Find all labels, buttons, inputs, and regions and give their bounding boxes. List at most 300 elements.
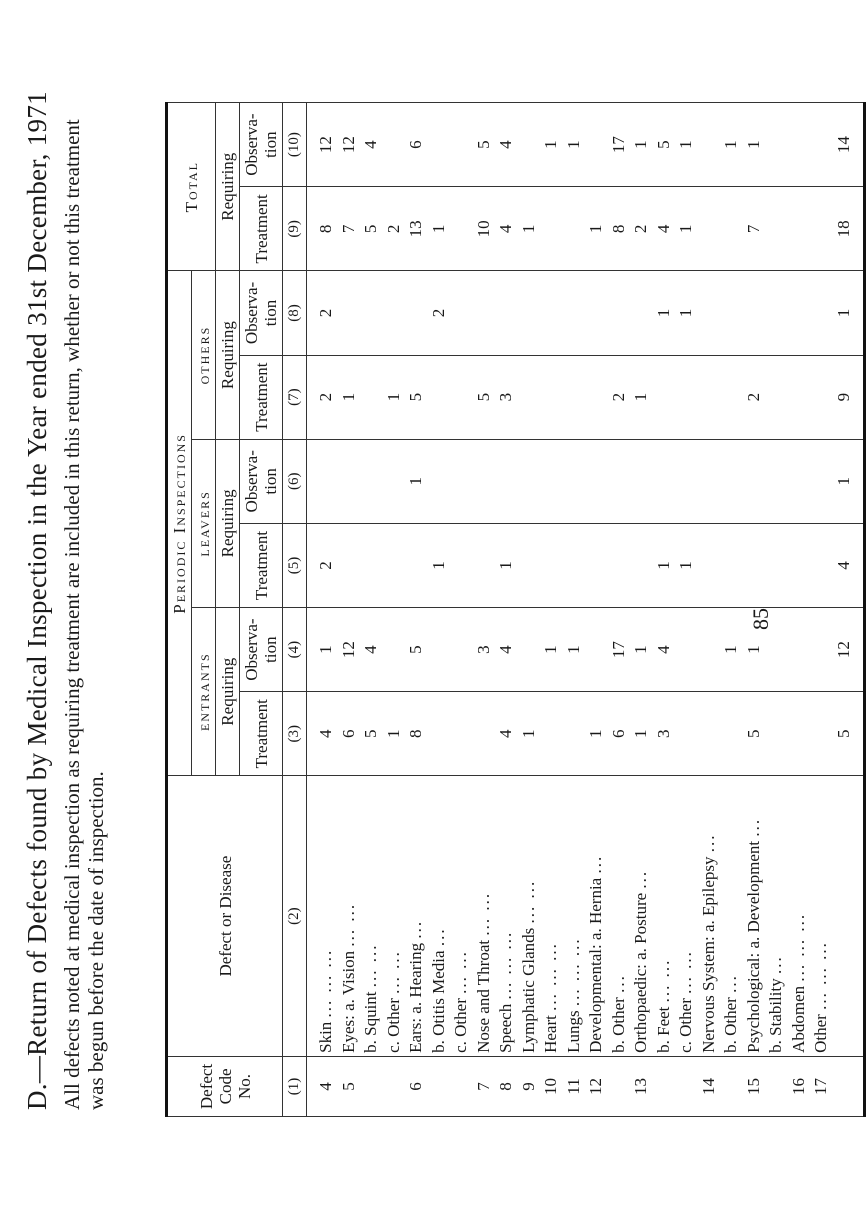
defect-label: c. Other: [451, 998, 471, 1053]
defect-name: [563, 776, 586, 1057]
defect-label: Ears: a. Hearing: [406, 942, 426, 1053]
count-cell: 5: [360, 692, 383, 776]
defect-code: 7: [473, 1056, 496, 1116]
defect-code: [428, 1056, 451, 1116]
count-cell: [765, 355, 788, 439]
count-cell: [518, 523, 541, 607]
count-cell: [720, 692, 743, 776]
count-cell: [585, 271, 608, 355]
count-cell: [788, 608, 811, 692]
count-cell: [810, 103, 833, 187]
defect-code: 9: [518, 1056, 541, 1116]
defect-code: 16: [788, 1056, 811, 1116]
count-cell: [585, 103, 608, 187]
defect-code: 14: [698, 1056, 721, 1116]
count-cell: 5: [743, 692, 766, 776]
table-row: [450, 103, 473, 1117]
count-cell: 7: [743, 187, 766, 271]
count-cell: [428, 103, 451, 187]
leader-dots: ...: [631, 869, 651, 889]
count-cell: [810, 187, 833, 271]
leader-dots: ... ... ...: [788, 912, 808, 982]
header-requiring-entrants: Requiring: [216, 608, 240, 776]
page-number: 85: [748, 608, 773, 630]
table-row: [833, 103, 865, 1117]
leader-dots: ... ...: [676, 950, 696, 994]
table-row: [473, 103, 496, 1117]
table-row: [698, 103, 721, 1117]
defect-name: [405, 776, 428, 1057]
leader-dots: ...: [586, 854, 606, 874]
defect-name: [675, 776, 698, 1057]
count-cell: [585, 523, 608, 607]
count-cell: [338, 523, 361, 607]
count-cell: [518, 608, 541, 692]
count-cell: [698, 271, 721, 355]
count-cell: 4: [495, 608, 518, 692]
count-cell: [720, 523, 743, 607]
count-cell: 5: [360, 187, 383, 271]
count-cell: [383, 103, 406, 187]
defect-code: [720, 1056, 743, 1116]
count-cell: 5: [405, 355, 428, 439]
count-cell: [765, 103, 788, 187]
count-cell: [675, 692, 698, 776]
count-cell: 1: [405, 439, 428, 523]
defect-name: [608, 776, 631, 1057]
leader-dots: ...: [428, 927, 448, 947]
count-cell: 1: [675, 271, 698, 355]
count-cell: [307, 439, 338, 523]
count-cell: 1: [428, 187, 451, 271]
count-cell: 1: [653, 523, 676, 607]
count-cell: [540, 523, 563, 607]
count-cell: 1: [383, 692, 406, 776]
header-treatment: Treatment: [240, 692, 283, 776]
table-row: [563, 103, 586, 1117]
defect-code: 17: [810, 1056, 833, 1116]
count-cell: 1: [653, 271, 676, 355]
column-number: (8): [283, 271, 307, 355]
count-cell: [450, 439, 473, 523]
count-cell: 8: [307, 187, 338, 271]
count-cell: 1: [743, 608, 766, 692]
count-cell: [563, 187, 586, 271]
count-cell: [563, 355, 586, 439]
count-cell: [608, 523, 631, 607]
count-cell: [450, 103, 473, 187]
count-cell: 1: [383, 355, 406, 439]
leader-dots: ...: [406, 919, 426, 939]
defect-code: 6: [405, 1056, 428, 1116]
count-cell: 4: [495, 187, 518, 271]
leader-dots: ... ...: [338, 902, 358, 947]
defect-label: Developmental: a. Hernia: [586, 877, 606, 1053]
count-cell: [473, 271, 496, 355]
table-row: [405, 103, 428, 1117]
count-cell: 4: [360, 608, 383, 692]
count-cell: [698, 187, 721, 271]
defect-name: [653, 776, 676, 1057]
defect-label: Lungs: [563, 1010, 583, 1053]
header-code: Defect Code No.: [167, 1056, 283, 1116]
count-cell: [383, 439, 406, 523]
count-cell: [810, 439, 833, 523]
count-cell: [518, 103, 541, 187]
count-cell: [383, 608, 406, 692]
count-cell: [540, 439, 563, 523]
count-cell: [608, 439, 631, 523]
count-cell: 2: [307, 271, 338, 355]
count-cell: 4: [495, 692, 518, 776]
defect-code: [675, 1056, 698, 1116]
column-number: (3): [283, 692, 307, 776]
header-total: Total: [167, 103, 216, 271]
count-cell: 12: [338, 608, 361, 692]
header-observation: Observa-tion: [240, 103, 283, 187]
table-body: [307, 103, 865, 1117]
count-cell: [563, 439, 586, 523]
defect-code: [653, 1056, 676, 1116]
header-defect: Defect or Disease: [167, 776, 283, 1057]
defect-code: 4: [307, 1056, 338, 1116]
count-cell: [518, 271, 541, 355]
header-observation: Observa-tion: [240, 608, 283, 692]
count-cell: 7: [338, 187, 361, 271]
count-cell: 6: [338, 692, 361, 776]
count-cell: 13: [405, 187, 428, 271]
defect-name: [720, 776, 743, 1057]
count-cell: [608, 271, 631, 355]
defect-name: [495, 776, 518, 1057]
defect-code: 5: [338, 1056, 361, 1116]
table-row: [383, 103, 406, 1117]
column-number: (9): [283, 187, 307, 271]
count-cell: [563, 271, 586, 355]
defect-code: 11: [563, 1056, 586, 1116]
count-cell: [450, 355, 473, 439]
count-cell: 1: [518, 692, 541, 776]
count-cell: 12: [338, 103, 361, 187]
count-cell: 4: [495, 103, 518, 187]
count-cell: [720, 271, 743, 355]
leader-dots: ...: [698, 833, 718, 853]
count-cell: 1: [540, 103, 563, 187]
defect-name: [360, 776, 383, 1057]
count-cell: 1: [495, 523, 518, 607]
leader-dots: ... ...: [518, 879, 538, 924]
defect-code: 13: [630, 1056, 653, 1116]
count-cell: [698, 608, 721, 692]
defect-label: Lymphatic Glands: [518, 927, 538, 1053]
count-cell: [788, 355, 811, 439]
defect-label: Speech: [496, 1003, 516, 1053]
count-cell: [338, 439, 361, 523]
defect-name: [473, 776, 496, 1057]
count-cell: 2: [608, 355, 631, 439]
count-cell: 1: [833, 271, 865, 355]
count-cell: [788, 103, 811, 187]
count-cell: 17: [608, 608, 631, 692]
header-requiring-leavers: Requiring: [216, 439, 240, 607]
count-cell: [428, 355, 451, 439]
count-cell: [540, 355, 563, 439]
count-cell: [405, 523, 428, 607]
count-cell: 4: [307, 692, 338, 776]
defect-name: [630, 776, 653, 1057]
defect-label: b. Feet: [653, 1006, 673, 1053]
count-cell: [360, 439, 383, 523]
count-cell: [383, 523, 406, 607]
count-cell: 2: [307, 355, 338, 439]
count-cell: [765, 692, 788, 776]
table-row: [540, 103, 563, 1117]
header-observation: Observa-tion: [240, 271, 283, 355]
count-cell: [450, 692, 473, 776]
header-leavers: leavers: [192, 439, 216, 607]
defect-label: Nose and Throat: [473, 939, 493, 1053]
count-cell: [405, 271, 428, 355]
count-cell: 2: [307, 523, 338, 607]
count-cell: [720, 439, 743, 523]
defect-label: Skin: [316, 1021, 336, 1053]
count-cell: [518, 355, 541, 439]
column-number: (6): [283, 439, 307, 523]
count-cell: 1: [833, 439, 865, 523]
count-cell: [563, 523, 586, 607]
defect-label: Orthopaedic: a. Posture: [631, 892, 651, 1053]
count-cell: 1: [675, 103, 698, 187]
count-cell: [473, 439, 496, 523]
defect-name: [765, 776, 788, 1057]
count-cell: 10: [473, 187, 496, 271]
defect-label: Abdomen: [788, 985, 808, 1053]
count-cell: 4: [833, 523, 865, 607]
count-cell: [540, 187, 563, 271]
count-cell: 12: [833, 608, 865, 692]
header-requiring-total: Requiring: [216, 103, 240, 271]
leader-dots: ... ... ...: [496, 930, 516, 1000]
leader-dots: ...: [608, 974, 628, 993]
count-cell: [765, 439, 788, 523]
count-cell: 5: [473, 355, 496, 439]
count-cell: [338, 271, 361, 355]
table-row: [518, 103, 541, 1117]
count-cell: 4: [360, 103, 383, 187]
count-cell: [360, 271, 383, 355]
header-observation: Observa-tion: [240, 439, 283, 523]
defect-code: 10: [540, 1056, 563, 1116]
count-cell: 1: [630, 692, 653, 776]
count-cell: 1: [563, 103, 586, 187]
count-cell: [698, 355, 721, 439]
count-cell: [495, 439, 518, 523]
count-cell: [428, 692, 451, 776]
count-cell: [788, 523, 811, 607]
header-others: others: [192, 271, 216, 439]
count-cell: 2: [383, 187, 406, 271]
count-cell: 1: [307, 608, 338, 692]
count-cell: 2: [743, 355, 766, 439]
count-cell: 1: [540, 608, 563, 692]
count-cell: [495, 271, 518, 355]
count-cell: 3: [473, 608, 496, 692]
header-periodic: Periodic Inspections: [167, 271, 192, 776]
defect-name: [428, 776, 451, 1057]
count-cell: 1: [720, 103, 743, 187]
count-cell: [788, 692, 811, 776]
header-treatment: Treatment: [240, 187, 283, 271]
count-cell: [698, 523, 721, 607]
defect-name: [307, 776, 338, 1057]
table-row: [675, 103, 698, 1117]
header-entrants: entrants: [192, 608, 216, 776]
defect-code: [833, 1056, 865, 1116]
count-cell: 1: [428, 523, 451, 607]
count-cell: 4: [653, 608, 676, 692]
count-cell: 2: [428, 271, 451, 355]
count-cell: 6: [405, 103, 428, 187]
count-cell: [810, 355, 833, 439]
count-cell: [360, 355, 383, 439]
defect-code: 8: [495, 1056, 518, 1116]
leader-dots: ... ...: [473, 891, 493, 936]
count-cell: [743, 523, 766, 607]
count-cell: [473, 523, 496, 607]
defect-code: 12: [585, 1056, 608, 1116]
count-cell: [743, 439, 766, 523]
table-row: [720, 103, 743, 1117]
column-number: (7): [283, 355, 307, 439]
count-cell: 1: [743, 103, 766, 187]
count-cell: 1: [720, 608, 743, 692]
count-cell: [585, 608, 608, 692]
count-cell: [720, 355, 743, 439]
report-subtitle: All defects noted at medical inspection as requiring treatment are included in this return, whether or not this treatment was begun before the date of inspection.: [60, 119, 108, 1110]
count-cell: [788, 187, 811, 271]
defect-label: b. Otitis Media: [428, 950, 448, 1053]
header-treatment: Treatment: [240, 355, 283, 439]
count-cell: [585, 355, 608, 439]
column-number: (1): [283, 1056, 307, 1116]
defect-label: Heart: [541, 1015, 561, 1053]
defect-label: c. Other: [383, 998, 403, 1053]
defect-label: Psychological: a. Development: [743, 840, 763, 1053]
defect-name: [540, 776, 563, 1057]
count-cell: 1: [630, 103, 653, 187]
count-cell: [698, 439, 721, 523]
count-cell: 2: [630, 187, 653, 271]
defect-name: [788, 776, 811, 1057]
leader-dots: ... ...: [451, 950, 471, 994]
count-cell: [518, 439, 541, 523]
defect-name: [743, 776, 766, 1057]
defect-code: [450, 1056, 473, 1116]
column-number: (2): [283, 776, 307, 1057]
count-cell: [765, 187, 788, 271]
header-treatment: Treatment: [240, 523, 283, 607]
defect-label: Eyes: a. Vision: [338, 950, 358, 1053]
count-cell: 4: [653, 187, 676, 271]
count-cell: [450, 187, 473, 271]
count-cell: [383, 271, 406, 355]
count-cell: [630, 271, 653, 355]
count-cell: 18: [833, 187, 865, 271]
count-cell: 1: [675, 523, 698, 607]
count-cell: [540, 692, 563, 776]
defect-name: [383, 776, 406, 1057]
count-cell: [675, 355, 698, 439]
leader-dots: ... ...: [653, 958, 673, 1003]
count-cell: 12: [307, 103, 338, 187]
table-row: [307, 103, 338, 1117]
count-cell: [810, 523, 833, 607]
count-cell: 1: [563, 608, 586, 692]
table-row: [608, 103, 631, 1117]
count-cell: 5: [473, 103, 496, 187]
count-cell: [450, 523, 473, 607]
defect-code: 15: [743, 1056, 766, 1116]
defect-name: [833, 776, 865, 1057]
count-cell: 8: [608, 187, 631, 271]
count-cell: [810, 271, 833, 355]
leader-dots: ...: [743, 817, 763, 837]
table-row: [495, 103, 518, 1117]
count-cell: [360, 523, 383, 607]
count-cell: 3: [653, 692, 676, 776]
defect-label: Nervous System: a. Epilepsy: [698, 856, 718, 1053]
count-cell: [720, 187, 743, 271]
leader-dots: ... ...: [383, 950, 403, 994]
leader-dots: ... ... ...: [563, 937, 583, 1007]
report-title: D.—Return of Defects found by Medical Inspection in the Year ended 31st December, 1971: [22, 91, 52, 1110]
count-cell: 5: [833, 692, 865, 776]
table-row: [338, 103, 361, 1117]
leader-dots: ... ... ...: [541, 942, 561, 1011]
count-cell: [698, 103, 721, 187]
defect-name: [338, 776, 361, 1057]
count-cell: 1: [675, 187, 698, 271]
count-cell: [473, 692, 496, 776]
count-cell: 1: [585, 692, 608, 776]
count-cell: [743, 271, 766, 355]
count-cell: [788, 271, 811, 355]
defect-label: Other: [811, 1014, 831, 1053]
count-cell: [653, 439, 676, 523]
count-cell: 3: [495, 355, 518, 439]
leader-dots: ...: [721, 974, 741, 993]
defect-name: [450, 776, 473, 1057]
table-row: [428, 103, 451, 1117]
count-cell: 1: [630, 355, 653, 439]
table-row: [630, 103, 653, 1117]
defect-name: [585, 776, 608, 1057]
table-row: [653, 103, 676, 1117]
count-cell: [653, 355, 676, 439]
leader-dots: ... ... ...: [316, 948, 336, 1018]
defect-label: b. Stability: [766, 978, 786, 1053]
count-cell: [563, 692, 586, 776]
column-number: (10): [283, 103, 307, 187]
defect-name: [698, 776, 721, 1057]
column-number: (4): [283, 608, 307, 692]
leader-dots: ...: [766, 955, 786, 975]
count-cell: 5: [405, 608, 428, 692]
defect-label: b. Squint: [361, 991, 381, 1053]
header-requiring-others: Requiring: [216, 271, 240, 439]
table-row: [810, 103, 833, 1117]
count-cell: 8: [405, 692, 428, 776]
